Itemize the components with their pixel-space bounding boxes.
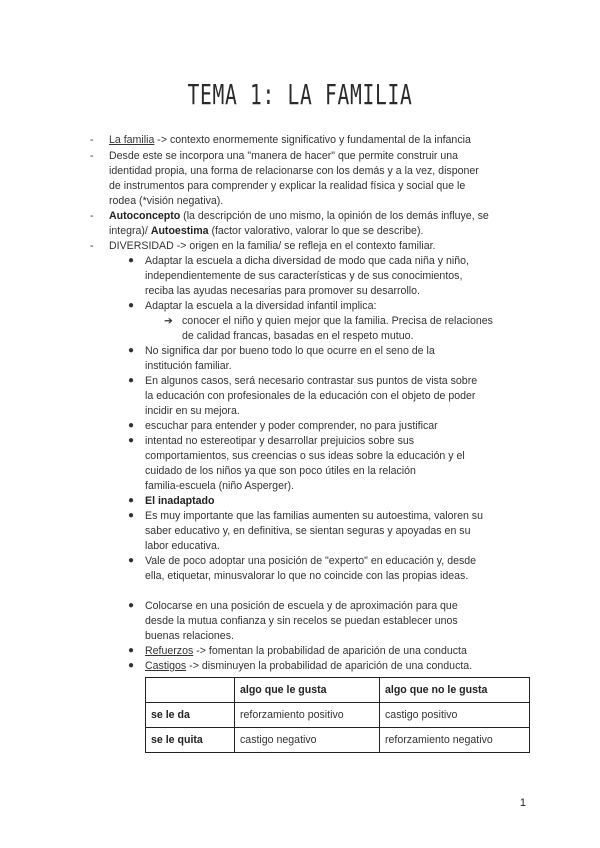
- reinforcement-table: [145, 677, 530, 753]
- sub-line: incidir en su mejora.: [145, 405, 240, 417]
- bullet-dot: ●: [128, 300, 135, 311]
- sub-line: En algunos casos, será necesario contrastar sus puntos de vista sobre: [145, 375, 478, 387]
- sub-line: No significa dar por bueno todo lo que ocurre en el seno de la: [145, 345, 435, 357]
- dash-marker: -: [90, 210, 94, 222]
- sub-line: intentad no estereotipar y desarrollar prejuicios sobre sus: [145, 435, 415, 447]
- table-cell: reforzamiento positivo: [235, 703, 380, 728]
- bullet-dot: ●: [128, 435, 135, 446]
- bullet-dot: ●: [128, 375, 135, 386]
- bullet-autoconcepto-text: (la descripción de uno mismo, la opinión de los demás influye, se: [180, 210, 489, 222]
- dash-marker: -: [90, 240, 94, 252]
- sub-line: la educación con profesionales de la educación con el objeto de poder: [145, 390, 476, 402]
- bullet-autoestima: [109, 224, 423, 238]
- table-header-cell: algo que le gusta: [235, 678, 380, 703]
- bullet-dot: ●: [128, 660, 135, 671]
- bullet-manera-line: rodea (*visión negativa).: [109, 195, 224, 207]
- term-autoconcepto: Autoconcepto: [109, 210, 181, 222]
- page-title: TEMA 1: LA FAMILIA: [187, 78, 413, 111]
- dash-marker: -: [90, 150, 94, 162]
- sub-line: cuidado de los niños ya que son poco útiles en la relación: [145, 465, 416, 477]
- sub-line: Adaptar la escuela a la diversidad infantil implica:: [145, 300, 377, 312]
- sub-line: escuchar para entender y poder comprender, no para justificar: [145, 420, 438, 432]
- sub-line: Colocarse en una posición de escuela y de aproximación para que: [145, 600, 458, 612]
- bullet-familia: [109, 133, 471, 147]
- bullet-diversidad: DIVERSIDAD -> origen en la familia/ se refleja en el contexto familiar.: [109, 240, 436, 252]
- table-cell: reforzamiento negativo: [380, 728, 530, 753]
- sub-line: Adaptar la escuela a dicha diversidad de modo que cada niña y niño,: [145, 255, 469, 267]
- table-row: [146, 728, 530, 753]
- term-familia: La familia: [109, 134, 155, 146]
- sub-line: familia-escuela (niño Asperger).: [145, 480, 294, 492]
- term-refuerzos: Refuerzos: [145, 645, 194, 657]
- bullet-dot: ●: [128, 495, 135, 506]
- castigos-text: -> disminuyen la probabilidad de aparición de una conducta.: [186, 660, 473, 672]
- bullet-manera-line: de instrumentos para comprender y explicar la realidad física y social que le: [109, 180, 466, 192]
- sub-line: saber educativo y, en definitiva, se sientan seguras y apoyadas en su: [145, 525, 471, 537]
- sub-line: labor educativa.: [145, 540, 220, 552]
- sub-line: reciba las ayudas necesarias para promover su desarrollo.: [145, 285, 420, 297]
- bullet-dot: ●: [128, 600, 135, 611]
- refuerzos-text: -> fomentan la probabilidad de aparición de una conducta: [193, 645, 467, 657]
- bullet-castigos: [145, 659, 472, 673]
- bullet-dot: ●: [128, 645, 135, 656]
- sub-line: ella, etiquetar, minusvalorar lo que no coincide con las propias ideas.: [145, 570, 469, 582]
- sub-sub-line: conocer el niño y quien mejor que la familia. Precisa de relaciones: [182, 315, 493, 327]
- term-autoestima: Autoestima: [150, 225, 209, 237]
- sub-line: institución familiar.: [145, 360, 232, 372]
- dash-marker: -: [90, 134, 94, 146]
- bullet-dot: ●: [128, 555, 135, 566]
- sub-line: desde la mutua confianza y sin recelos se puedan establecer unos: [145, 615, 458, 627]
- bullet-familia-text: -> contexto enormemente significativo y fundamental de la infancia: [154, 134, 471, 146]
- bullet-manera-line: Desde este se incorpora una "manera de hacer" que permite construir una: [109, 150, 459, 162]
- sub-line: Vale de poco adoptar una posición de "experto" en educación y, desde: [145, 555, 477, 567]
- bullet-autoestima-pre: integra)/: [109, 225, 151, 237]
- term-inadaptado: El inadaptado: [145, 495, 215, 507]
- sub-line: independientemente de sus características y de sus conocimientos,: [145, 270, 463, 282]
- table-row-label: se le da: [146, 703, 235, 728]
- bullet-autoestima-text: (factor valorativo, valorar lo que se describe).: [208, 225, 424, 237]
- sub-line: Es muy importante que las familias aumenten su autoestima, valoren su: [145, 510, 483, 522]
- table-header-cell: algo que no le gusta: [380, 678, 530, 703]
- table-header-cell: [146, 678, 235, 703]
- table-row: [146, 703, 530, 728]
- table-cell: castigo positivo: [380, 703, 530, 728]
- bullet-dot: ●: [128, 510, 135, 521]
- bullet-manera-line: identidad propia, una forma de relacionarse con los demás y a la vez, disponer: [109, 165, 479, 177]
- sub-line: buenas relaciones.: [145, 630, 234, 642]
- table-cell: castigo negativo: [235, 728, 380, 753]
- sub-sub-line: de calidad francas, basadas en el respeto mutuo.: [182, 330, 414, 342]
- table-header-row: [146, 678, 530, 703]
- arrow-icon: ➔: [164, 315, 173, 327]
- bullet-dot: ●: [128, 255, 135, 266]
- bullet-dot: ●: [128, 345, 135, 356]
- sub-line: comportamientos, sus creencias o sus ideas sobre la educación y el: [145, 450, 465, 462]
- page-number: 1: [519, 797, 526, 809]
- term-castigos: Castigos: [145, 660, 187, 672]
- bullet-autoconcepto: [109, 209, 489, 223]
- bullet-refuerzos: [145, 644, 467, 658]
- bullet-dot: ●: [128, 420, 135, 431]
- table-row-label: se le quita: [146, 728, 235, 753]
